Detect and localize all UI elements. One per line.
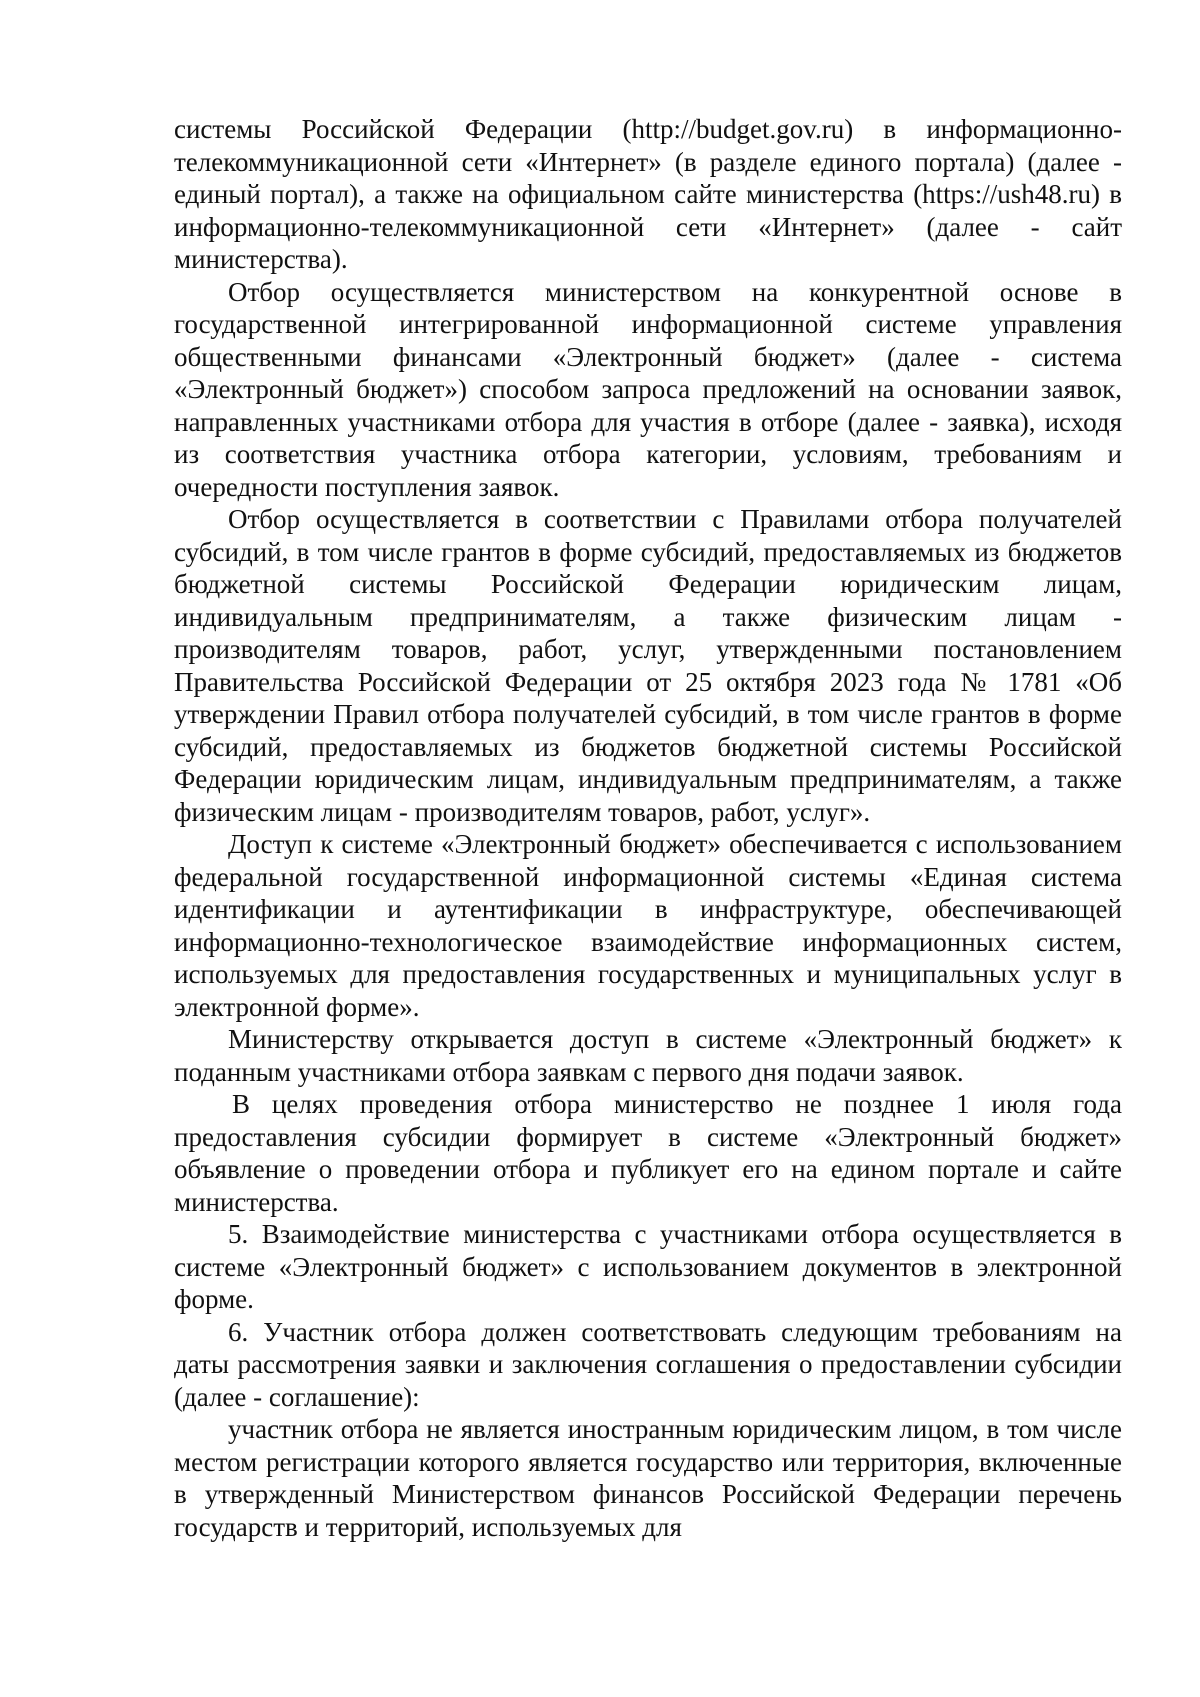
paragraph-announcement: В целях проведения отбора министерство не позднее 1 июля года предоставления субсидии формирует в системе «Электронный бюджет» объявление о проведении отбора и публикует его на едином портале и сайте министерства.: [174, 1089, 1122, 1217]
paragraph-selection-method: Отбор осуществляется министерством на конкурентной основе в государственной интегрированной информационной системе управления общественными финансами «Электронный бюджет» (далее - система «Электронный бюджет») способом запроса предложений на основании заявок, направленных участниками отбора для участия в отборе (далее - заявка), исходя из соответствия участника отбора категории, условиям, требованиям и очередности поступления заявок.: [174, 276, 1122, 502]
paragraph-system-access: Доступ к системе «Электронный бюджет» обеспечивается с использованием федеральной государственной информационной системы «Единая система идентификации и аутентификации в инфраструктуре, обеспечивающей информационно-технологическое взаимодействие информационных систем, используемых для предоставления государственных и муниципальных услуг в электронной форме».: [174, 829, 1122, 1022]
paragraph-item-5: 5. Взаимодействие министерства с участниками отбора осуществляется в системе «Электронный бюджет» с использованием документов в электронной форме.: [174, 1219, 1122, 1314]
document-text: [174, 113, 1122, 1543]
paragraph-requirement-foreign-entity: участник отбора не является иностранным юридическим лицом, в том числе местом регистрации которого является государство или территория, включенные в утвержденный Министерством финансов Российской Федерации перечень государств и территорий, используемых для: [174, 1414, 1122, 1542]
paragraph-ministry-access: Министерству открывается доступ в системе «Электронный бюджет» к поданным участниками отбора заявкам с первого дня подачи заявок.: [174, 1024, 1122, 1087]
paragraph-selection-rules: Отбор осуществляется в соответствии с Правилами отбора получателей субсидий, в том числе грантов в форме субсидий, предоставляемых из бюджетов бюджетной системы Российской Федерации юридическим лицам, индивидуальным предпринимателям, а также физическим лицам - производителям товаров, работ, услуг, утвержденными постановлением Правительства Российской Федерации от 25 октября 2023 года № 1781 «Об утверждении Правил отбора получателей субсидий, в том числе грантов в форме субсидий, предоставляемых из бюджетов бюджетной системы Российской Федерации юридическим лицам, индивидуальным предпринимателям, а также физическим лицам - производителям товаров, работ, услуг».: [174, 504, 1122, 827]
paragraph-portal-continuation: системы Российской Федерации (http://budget.gov.ru) в информационно-телекоммуникационной сети «Интернет» (в разделе единого портала) (далее - единый портал), а также на официальном сайте министерства (https://ush48.ru) в информационно-телекоммуникационной сети «Интернет» (далее - сайт министерства).: [174, 114, 1122, 274]
paragraph-item-6: 6. Участник отбора должен соответствовать следующим требованиям на даты рассмотрения заявки и заключения соглашения о предоставлении субсидии (далее - соглашение):: [174, 1316, 1122, 1412]
